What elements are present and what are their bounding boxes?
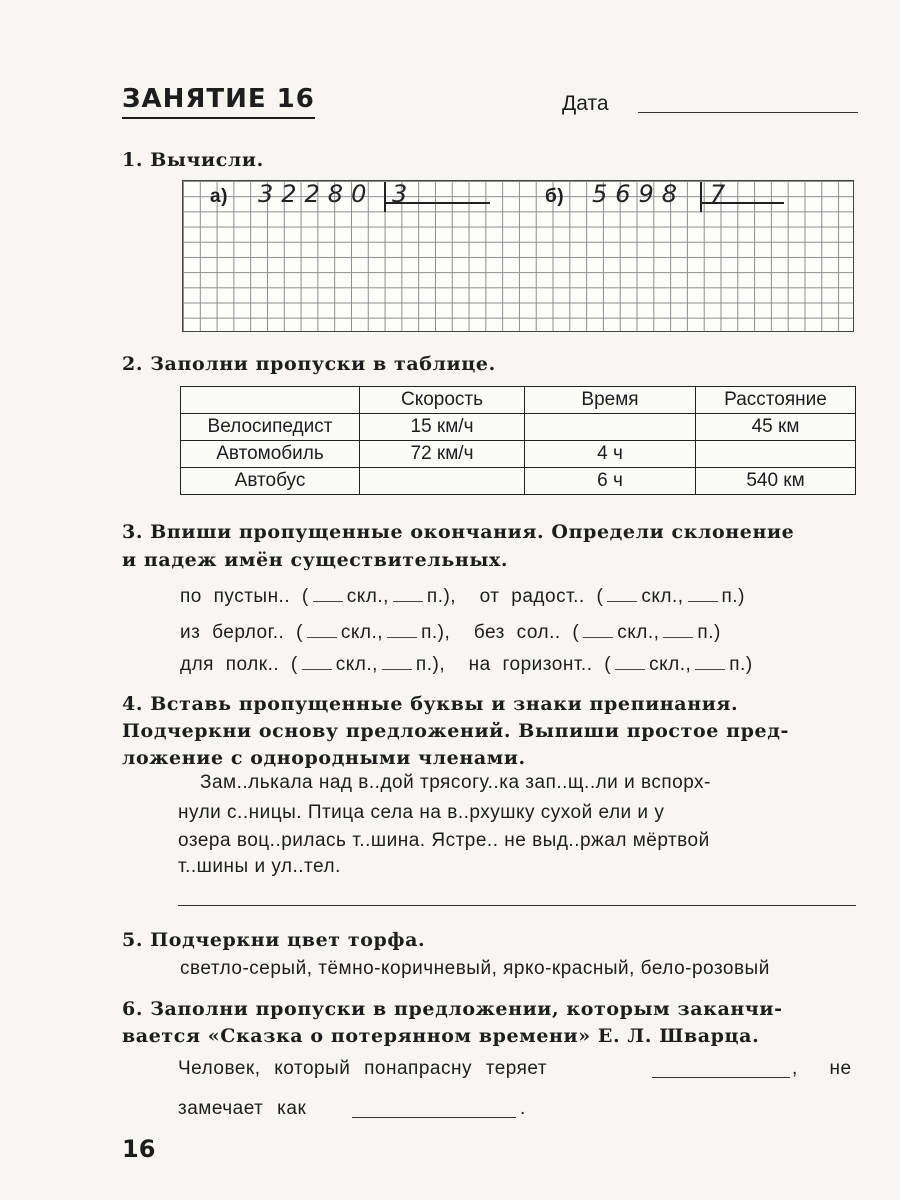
task5-heading: 5. Подчеркни цвет торфа. xyxy=(122,929,426,951)
task1-a-divisor: 3 xyxy=(392,180,416,208)
task3-row-1: по пустын.. ( скл., п.), от радост.. ( скл., п.) xyxy=(180,586,745,607)
task4-heading: 4. Вставь пропущенные буквы и знаки препинания. xyxy=(122,693,739,715)
task4-heading-3: ложение с однородными членами. xyxy=(122,747,526,769)
task3-heading-2: и падеж имён существительных. xyxy=(122,549,509,571)
blank-input[interactable] xyxy=(302,655,332,670)
page-number: 16 xyxy=(122,1135,156,1163)
table-cell: Автобус xyxy=(181,468,360,495)
table-header-cell xyxy=(181,387,360,414)
page-title: ЗАНЯТИЕ 16 xyxy=(122,84,315,119)
table-row xyxy=(181,468,856,495)
blank-input[interactable] xyxy=(688,587,718,602)
task4-text-line: Зам..лькала над в..дой трясогу..ка зап..щ..ли и вспорх- xyxy=(200,772,711,793)
table-row xyxy=(181,414,856,441)
task1-b-dividend: 5698 xyxy=(592,180,686,208)
table-cell-blank[interactable] xyxy=(525,414,696,441)
task1-b-divisor: 7 xyxy=(710,180,734,208)
task6-sentence-2-end: . xyxy=(520,1098,526,1119)
table-header-cell: Время xyxy=(525,387,696,414)
task6-sentence-1-end: , не xyxy=(792,1058,852,1079)
table-cell-blank[interactable] xyxy=(360,468,525,495)
task4-text-line: т..шины и ул..тел. xyxy=(178,856,341,877)
date-label: Дата xyxy=(562,92,609,115)
task1-a-division-bar xyxy=(384,182,386,212)
answer-line[interactable] xyxy=(178,905,856,906)
table-header-cell: Скорость xyxy=(360,387,525,414)
task6-heading-2: вается «Сказка о потерянном времени» Е. Л. Шварца. xyxy=(122,1025,760,1047)
blank-input[interactable] xyxy=(663,623,693,638)
task4-text-line: нули с..ницы. Птица села на в..рхушку сухой ели и у xyxy=(178,802,665,823)
task2-heading: 2. Заполни пропуски в таблице. xyxy=(122,353,496,375)
task1-a-dividend: 32280 xyxy=(258,180,375,208)
table-cell: Автомобиль xyxy=(181,441,360,468)
table-cell-blank[interactable] xyxy=(696,441,856,468)
blank-input[interactable] xyxy=(307,623,337,638)
table-header-cell: Расстояние xyxy=(696,387,856,414)
blank-input[interactable] xyxy=(313,587,343,602)
task1-a-label: а) xyxy=(210,186,228,207)
blank-input[interactable] xyxy=(387,623,417,638)
task4-heading-2: Подчеркни основу предложений. Выпиши простое пред- xyxy=(122,720,789,742)
table-cell: 4 ч xyxy=(525,441,696,468)
answer-blank[interactable] xyxy=(352,1117,516,1118)
table-header-row xyxy=(181,387,856,414)
date-input-line[interactable] xyxy=(638,112,858,113)
task1-heading: 1. Вычисли. xyxy=(122,149,264,171)
answer-blank[interactable] xyxy=(652,1077,790,1078)
table-cell: 540 км xyxy=(696,468,856,495)
table-cell: 15 км/ч xyxy=(360,414,525,441)
task1-b-label: б) xyxy=(545,186,565,207)
table-cell: Велосипедист xyxy=(181,414,360,441)
color-options[interactable]: светло-серый, тёмно-коричневый, ярко-красный, бело-розовый xyxy=(180,958,770,979)
table-cell: 72 км/ч xyxy=(360,441,525,468)
table-cell: 6 ч xyxy=(525,468,696,495)
task3-heading: 3. Впиши пропущенные окончания. Определи склонение xyxy=(122,521,795,543)
blank-input[interactable] xyxy=(583,623,613,638)
task1-b-division-bar xyxy=(700,182,702,212)
speed-table xyxy=(180,386,856,495)
task3-row-2: из берлог.. ( скл., п.), без сол.. ( скл., п.) xyxy=(180,622,721,643)
table-row xyxy=(181,441,856,468)
task6-heading: 6. Заполни пропуски в предложении, которым заканчи- xyxy=(122,998,783,1020)
task6-sentence-1: Человек, который понапрасну теряет xyxy=(178,1058,548,1079)
blank-input[interactable] xyxy=(695,655,725,670)
blank-input[interactable] xyxy=(607,587,637,602)
task4-text-line: озера воц..рилась т..шина. Ястре.. не выд..ржал мёртвой xyxy=(178,830,710,851)
blank-input[interactable] xyxy=(615,655,645,670)
task3-row-3: для полк.. ( скл., п.), на горизонт.. ( скл., п.) xyxy=(180,654,753,675)
blank-input[interactable] xyxy=(382,655,412,670)
task6-sentence-2: замечает как xyxy=(178,1098,307,1119)
blank-input[interactable] xyxy=(393,587,423,602)
table-cell: 45 км xyxy=(696,414,856,441)
